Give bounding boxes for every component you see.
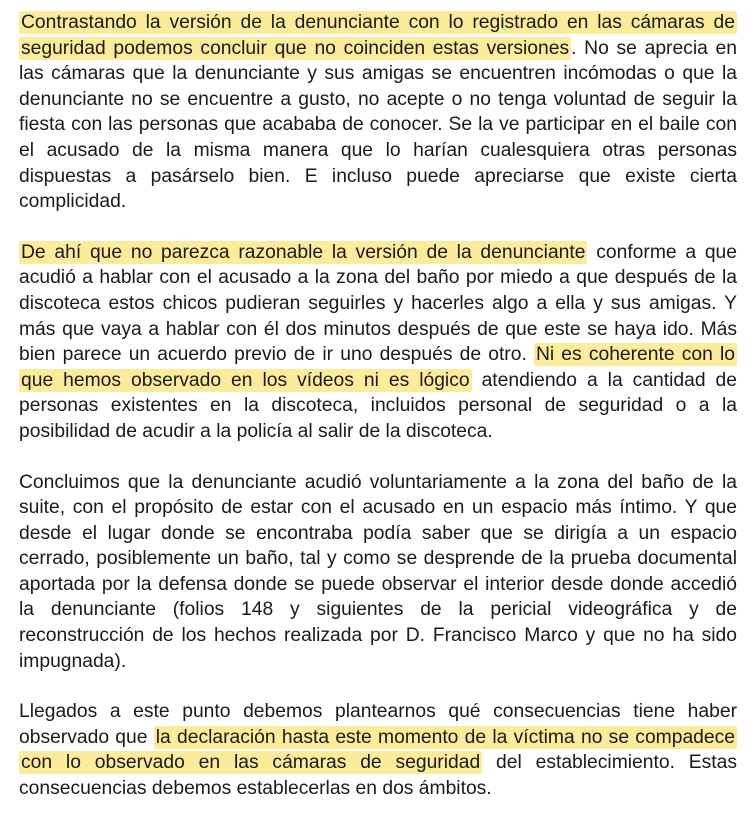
highlighted-text: la declaración hasta este momento de la víctima no se compadece con lo observado en las cámaras de seguridad	[21, 726, 735, 774]
document-body	[19, 10, 737, 802]
paragraph-1	[19, 10, 737, 215]
body-text: del establecimiento. Estas consecuencias debemos establecerlas en dos ámbitos.	[19, 752, 737, 800]
paragraph-4	[19, 699, 737, 801]
highlighted-text: Contrastando la versión de la denunciante con lo registrado en las cámaras de seguridad podemos concluir que no coinciden estas versiones	[21, 12, 735, 59]
body-text: Llegados a este punto debemos plantearnos qué consecuencias tiene haber observado que	[19, 701, 737, 748]
body-text: conforme a que acudió a hablar con el acusado a la zona del baño por miedo a que después de la discoteca estos chicos pudieran seguirles y hacerles algo a ella y sus amigas. Y más que vaya a hablar con él dos minutos después de que este se haya ido. Más bien parece un acuerdo previo de ir uno después de otro.	[19, 241, 737, 366]
highlighted-text: Ni es coherente con lo que hemos observado en los vídeos ni es lógico	[21, 344, 735, 391]
paragraph-2	[19, 240, 737, 445]
body-text: Concluimos que la denunciante acudió voluntariamente a la zona del baño de la suite, con el propósito de estar con el acusado en un espacio más íntimo. Y que desde el lugar donde se encontraba podía saber que se dirigía a un espacio cerrado, posiblemente un baño, tal y como se desprende de la prueba documental aportada por la defensa donde se puede observar el interior desde donde accedió la denunciante (folios 148 y siguientes de la pericial videográfica y de reconstrucción de los hechos realizada por D. Francisco Marco y que no ha sido impugnada).	[19, 471, 737, 672]
paragraph-3	[19, 470, 737, 675]
body-text: . No se aprecia en las cámaras que la denunciante y sus amigas se encuentren incómodas o que la denunciante no se encuentre a gusto, no acepte o no tenga voluntad de seguir la fiesta con las personas que acababa de conocer. Se la ve participar en el baile con el acusado de la misma manera que lo harían cualesquiera otras personas dispuestas a pasárselo bien. E incluso puede apreciarse que existe cierta complicidad.	[19, 37, 737, 213]
body-text: atendiendo a la cantidad de personas existentes en la discoteca, incluidos personal de seguridad o a la posibilidad de acudir a la policía al salir de la discoteca.	[19, 369, 737, 442]
highlighted-text: De ahí que no parezca razonable la versión de la denunciante	[21, 241, 586, 263]
